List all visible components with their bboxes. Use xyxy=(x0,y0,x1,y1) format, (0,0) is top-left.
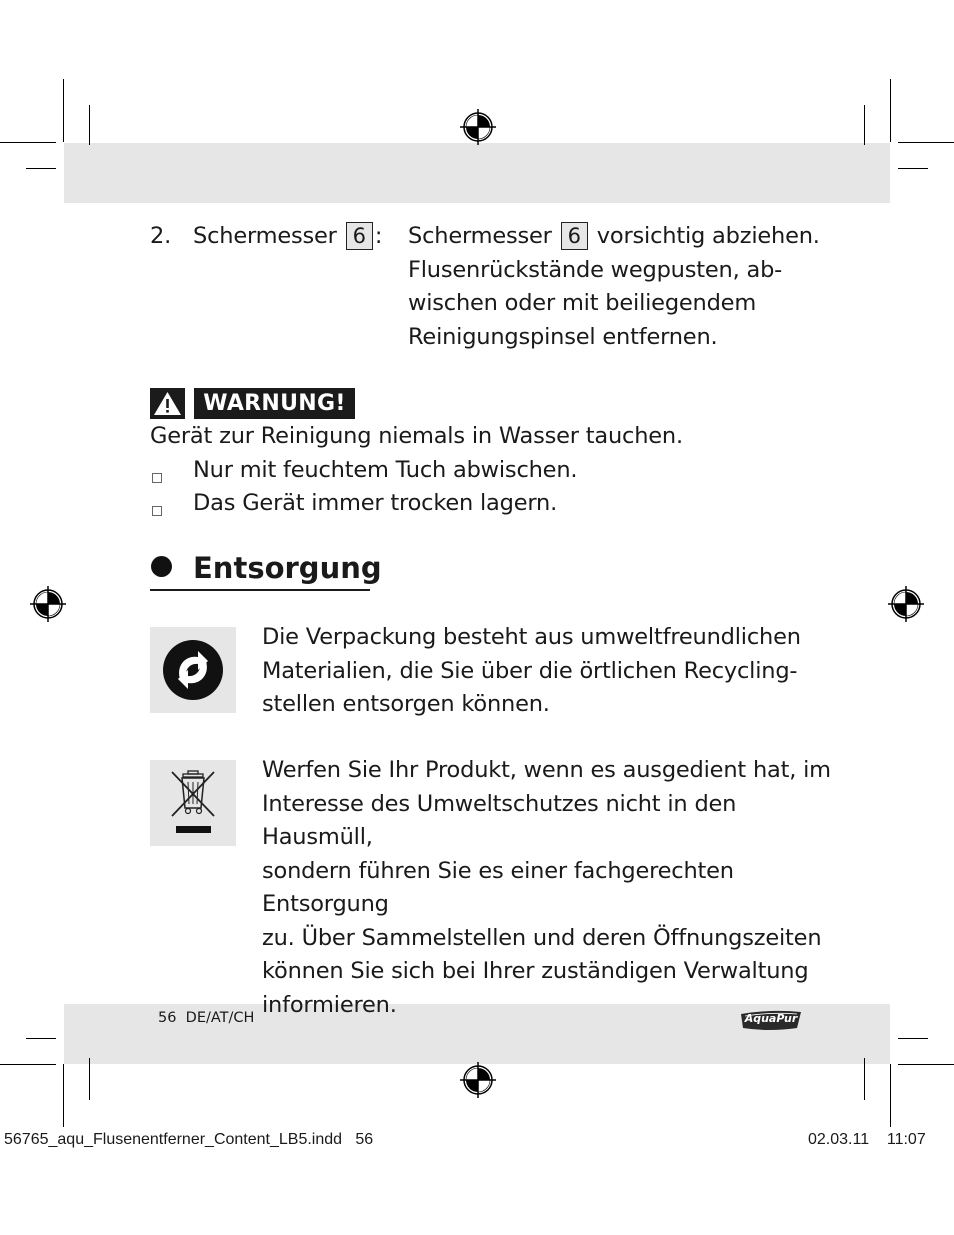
step-desc-ref-box: 6 xyxy=(561,222,588,250)
step-description-line: wischen oder mit beiliegendem xyxy=(408,290,757,316)
header-band xyxy=(64,143,890,203)
step-ref-box: 6 xyxy=(346,222,373,250)
weee-text xyxy=(262,754,832,1022)
recycling-line: Die Verpackung besteht aus umweltfreundlichen xyxy=(262,624,801,650)
registration-mark-right-icon xyxy=(888,586,924,622)
print-time: 11:07 xyxy=(886,1131,926,1148)
registration-mark-bottom-icon xyxy=(460,1062,496,1098)
footer-region: DE/AT/CH xyxy=(185,1010,255,1026)
section-underline xyxy=(150,589,370,591)
step-colon: : xyxy=(374,223,383,249)
weee-line: zu. Über Sammelstellen und deren Öffnungszeiten xyxy=(262,924,822,951)
print-date: 02.03.11 xyxy=(808,1131,870,1148)
footer-page-info xyxy=(158,1009,254,1027)
bullet-item: Nur mit feuchtem Tuch abwischen. xyxy=(193,457,578,483)
section-title: Entsorgung xyxy=(193,551,382,585)
brand-logo-text: AquaPur xyxy=(744,1012,798,1025)
step-description-line: Reinigungspinsel entfernen. xyxy=(408,323,718,350)
step-number: 2. xyxy=(150,223,172,249)
bullet-item: Das Gerät immer trocken lagern. xyxy=(193,490,558,516)
footer-page-number: 56 xyxy=(158,1010,177,1026)
weee-line: sondern führen Sie es einer fachgerechten Entsorgung xyxy=(262,857,734,917)
step-description-line-1: Schermesser 6 vorsichtig abziehen. xyxy=(408,223,820,249)
step-label xyxy=(193,220,382,254)
brand-logo xyxy=(739,1009,803,1032)
warning-triangle-icon xyxy=(150,388,185,419)
registration-mark-top-icon xyxy=(460,109,496,145)
print-slug-datetime xyxy=(808,1131,926,1149)
print-page-number: 56 xyxy=(355,1131,374,1148)
weee-line: können Sie sich bei Ihrer zuständigen Verwaltung xyxy=(262,958,809,984)
warning-text: Gerät zur Reinigung niemals in Wasser tauchen. xyxy=(150,423,683,449)
print-slug-file xyxy=(4,1131,373,1149)
step-description xyxy=(408,220,828,354)
recycling-line: stellen entsorgen können. xyxy=(262,691,550,717)
crossed-out-bin-icon xyxy=(150,760,236,846)
weee-line: informieren. xyxy=(262,991,397,1018)
weee-line: Werfen Sie Ihr Produkt, wenn es ausgedient hat, im xyxy=(262,757,831,783)
step-label-text: Schermesser xyxy=(193,223,337,249)
weee-line: Interesse des Umweltschutzes nicht in den Hausmüll, xyxy=(262,790,737,850)
weee-icon-box xyxy=(150,760,236,846)
recycling-line: Materialien, die Sie über die örtlichen Recycling- xyxy=(262,657,798,684)
print-file-name: 56765_aqu_Flusenentferner_Content_LB5.indd xyxy=(4,1131,343,1148)
bullet-icon xyxy=(152,506,162,516)
recycling-icon-box xyxy=(150,627,236,713)
registration-mark-left-icon xyxy=(30,586,66,622)
section-bullet-icon xyxy=(151,556,172,577)
recycling-text xyxy=(262,621,822,722)
warning-badge: WARNUNG! xyxy=(194,388,355,419)
green-dot-recycling-icon xyxy=(150,627,236,713)
step-description-line: Flusenrückstände wegpusten, ab- xyxy=(408,256,783,283)
bullet-icon xyxy=(152,473,162,483)
